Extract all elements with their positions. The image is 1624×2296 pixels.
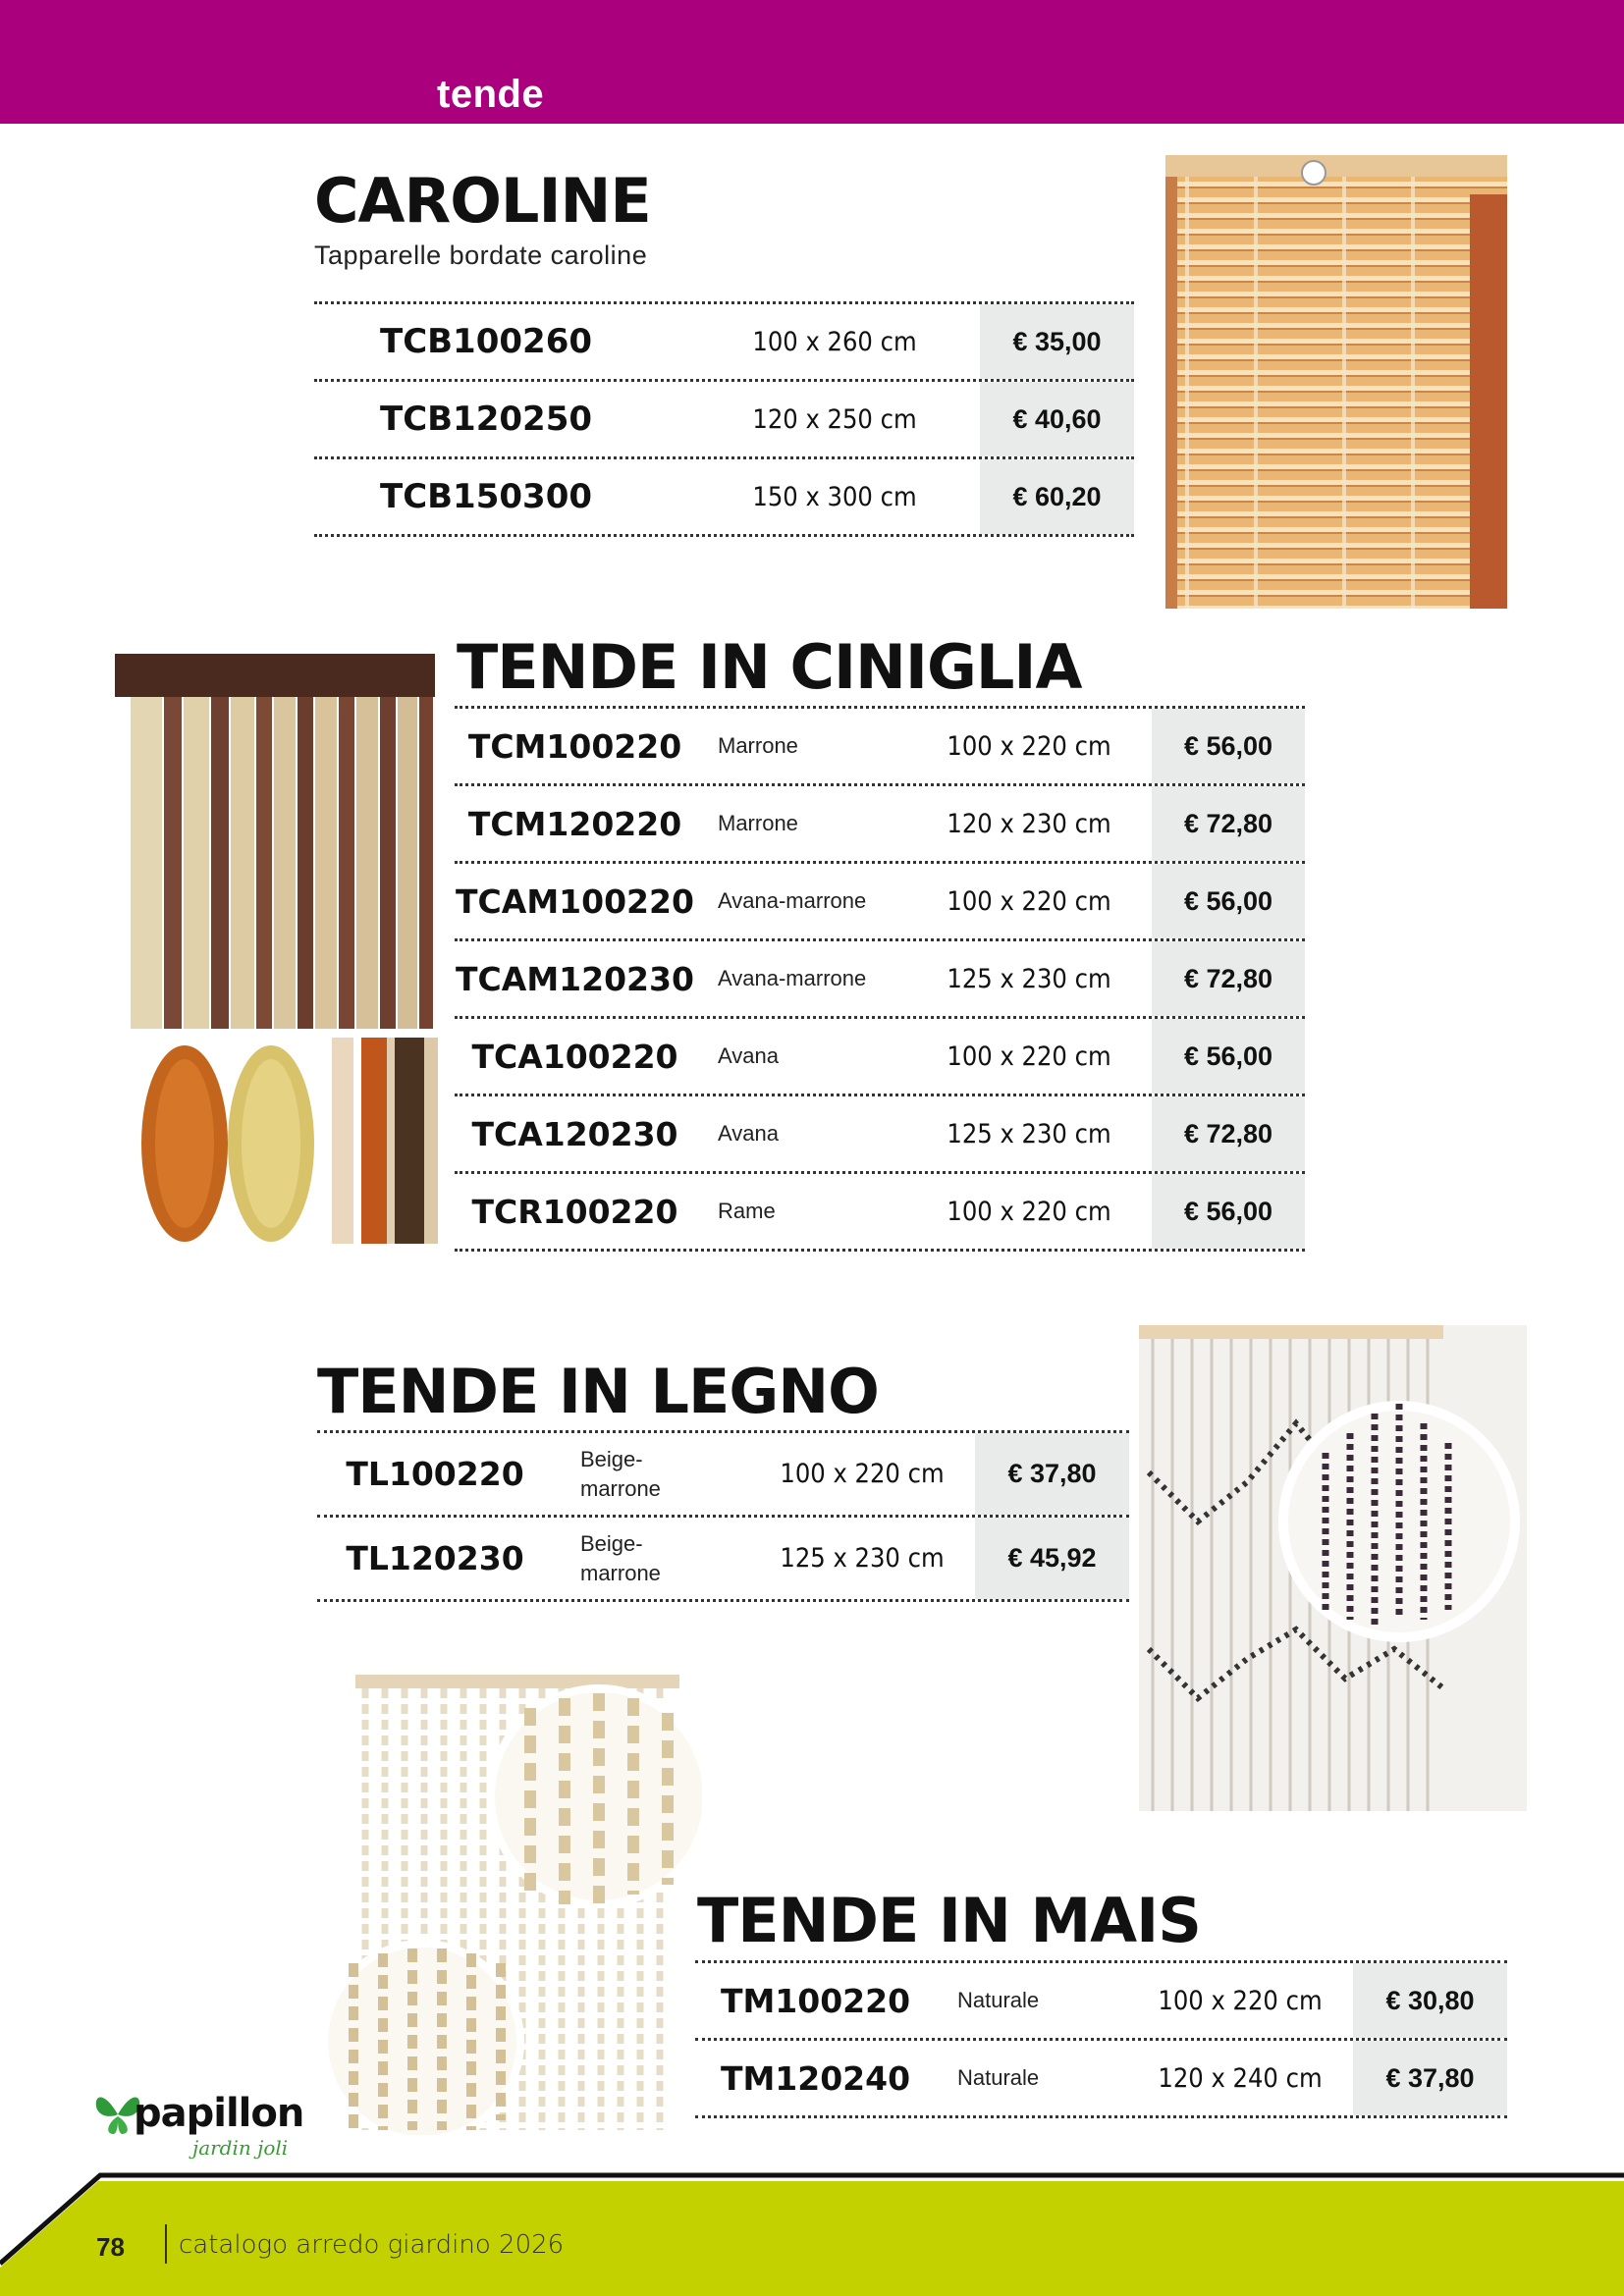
ciniglia-table — [455, 706, 1305, 1252]
product-code: TCB100260 — [380, 322, 593, 361]
product-price: € 56,00 — [1152, 1174, 1305, 1249]
product-price: € 56,00 — [1152, 1019, 1305, 1094]
table-row — [695, 2041, 1507, 2118]
product-code: TCA120230 — [471, 1114, 678, 1153]
product-size: 125 x 230 cm — [947, 963, 1111, 994]
table-row — [314, 304, 1134, 382]
chenille-swatch-photo — [332, 1038, 438, 1244]
bamboo-blind-photo — [1165, 155, 1507, 609]
product-color: Avana-marrone — [718, 888, 867, 914]
product-color: Avana — [718, 1121, 779, 1147]
product-price: € 37,80 — [1353, 2041, 1507, 2115]
product-color: Marrone — [718, 733, 798, 759]
product-price: € 45,92 — [975, 1518, 1129, 1599]
product-size: 125 x 230 cm — [947, 1118, 1111, 1149]
product-price: € 37,80 — [975, 1433, 1129, 1515]
product-price: € 72,80 — [1152, 941, 1305, 1016]
product-code: TM100220 — [720, 1981, 911, 2020]
product-size: 120 x 240 cm — [1158, 2062, 1323, 2094]
product-color: Naturale — [957, 1988, 1040, 2013]
product-code: TCAM120230 — [456, 959, 694, 998]
brand-tagline: jardin joli — [192, 2136, 289, 2160]
product-color-line: marrone — [580, 1560, 661, 1585]
caroline-title: CAROLINE — [314, 165, 651, 237]
product-price: € 56,00 — [1152, 709, 1305, 783]
product-size: 120 x 230 cm — [947, 808, 1111, 839]
caroline-subtitle: Tapparelle bordate caroline — [314, 240, 648, 270]
product-size: 100 x 220 cm — [780, 1459, 945, 1489]
legno-title: TENDE IN LEGNO — [317, 1356, 879, 1427]
product-size: 100 x 220 cm — [1158, 1985, 1323, 2016]
ciniglia-title: TENDE IN CINIGLIA — [457, 631, 1082, 703]
product-color — [580, 1433, 661, 1515]
product-color-line: marrone — [580, 1475, 661, 1501]
table-row — [314, 459, 1134, 537]
legno-table — [317, 1430, 1129, 1602]
product-size: 100 x 220 cm — [947, 1041, 1111, 1072]
product-color-line: Beige- — [580, 1530, 643, 1556]
table-row — [455, 1174, 1305, 1252]
product-code: TCB150300 — [380, 477, 593, 516]
product-color-line: Beige- — [580, 1446, 643, 1471]
product-price: € 56,00 — [1152, 864, 1305, 938]
mais-title: TENDE IN MAIS — [697, 1885, 1201, 1956]
product-size: 120 x 250 cm — [752, 403, 917, 435]
wood-bead-curtain-photo — [1139, 1325, 1527, 1811]
table-row — [455, 709, 1305, 786]
footer-divider — [165, 2224, 167, 2264]
product-code: TCAM100220 — [456, 881, 694, 921]
header-bar — [0, 0, 1624, 124]
product-size: 100 x 260 cm — [752, 326, 917, 357]
catalog-title: catalogo arredo giardino 2026 — [179, 2230, 565, 2260]
product-size: 100 x 220 cm — [947, 885, 1111, 917]
product-price: € 40,60 — [980, 382, 1134, 456]
product-color: Naturale — [957, 2065, 1040, 2091]
chenille-yarn-photo — [137, 1036, 324, 1246]
table-row — [314, 382, 1134, 459]
product-size: 100 x 220 cm — [947, 1196, 1111, 1227]
brand-name: papillon — [134, 2091, 304, 2136]
product-code: TL120230 — [346, 1539, 524, 1577]
product-code: TM120240 — [720, 2058, 911, 2098]
papillon-logo — [94, 2089, 304, 2167]
product-price: € 60,20 — [980, 459, 1134, 534]
page-number: 78 — [96, 2232, 125, 2262]
table-row — [455, 941, 1305, 1019]
product-color: Avana-marrone — [718, 966, 867, 991]
product-size: 125 x 230 cm — [780, 1543, 945, 1574]
chenille-curtain-photo — [115, 652, 435, 1031]
product-code: TCM100220 — [467, 726, 682, 766]
product-color: Avana — [718, 1043, 779, 1069]
product-price: € 72,80 — [1152, 786, 1305, 861]
table-row — [317, 1433, 1129, 1518]
table-row — [695, 1963, 1507, 2041]
product-color — [580, 1518, 661, 1599]
table-row — [455, 1096, 1305, 1174]
product-code: TCA100220 — [471, 1037, 678, 1076]
product-price: € 35,00 — [980, 304, 1134, 379]
mais-table — [695, 1960, 1507, 2118]
product-price: € 72,80 — [1152, 1096, 1305, 1171]
footer-band — [0, 2160, 1624, 2296]
product-color: Marrone — [718, 811, 798, 836]
product-code: TCB120250 — [380, 400, 593, 439]
product-size: 150 x 300 cm — [752, 481, 917, 512]
table-row — [317, 1518, 1129, 1602]
corn-husk-curtain-photo — [314, 1669, 702, 2135]
product-color: Rame — [718, 1199, 776, 1224]
table-row — [455, 1019, 1305, 1096]
product-size: 100 x 220 cm — [947, 730, 1111, 762]
table-row — [455, 864, 1305, 941]
table-row — [455, 786, 1305, 864]
product-code: TCR100220 — [471, 1192, 678, 1231]
caroline-table — [314, 301, 1134, 537]
product-code: TL100220 — [346, 1455, 524, 1493]
product-code: TCM120220 — [467, 804, 682, 843]
product-price: € 30,80 — [1353, 1963, 1507, 2038]
section-title: tende — [437, 73, 545, 116]
